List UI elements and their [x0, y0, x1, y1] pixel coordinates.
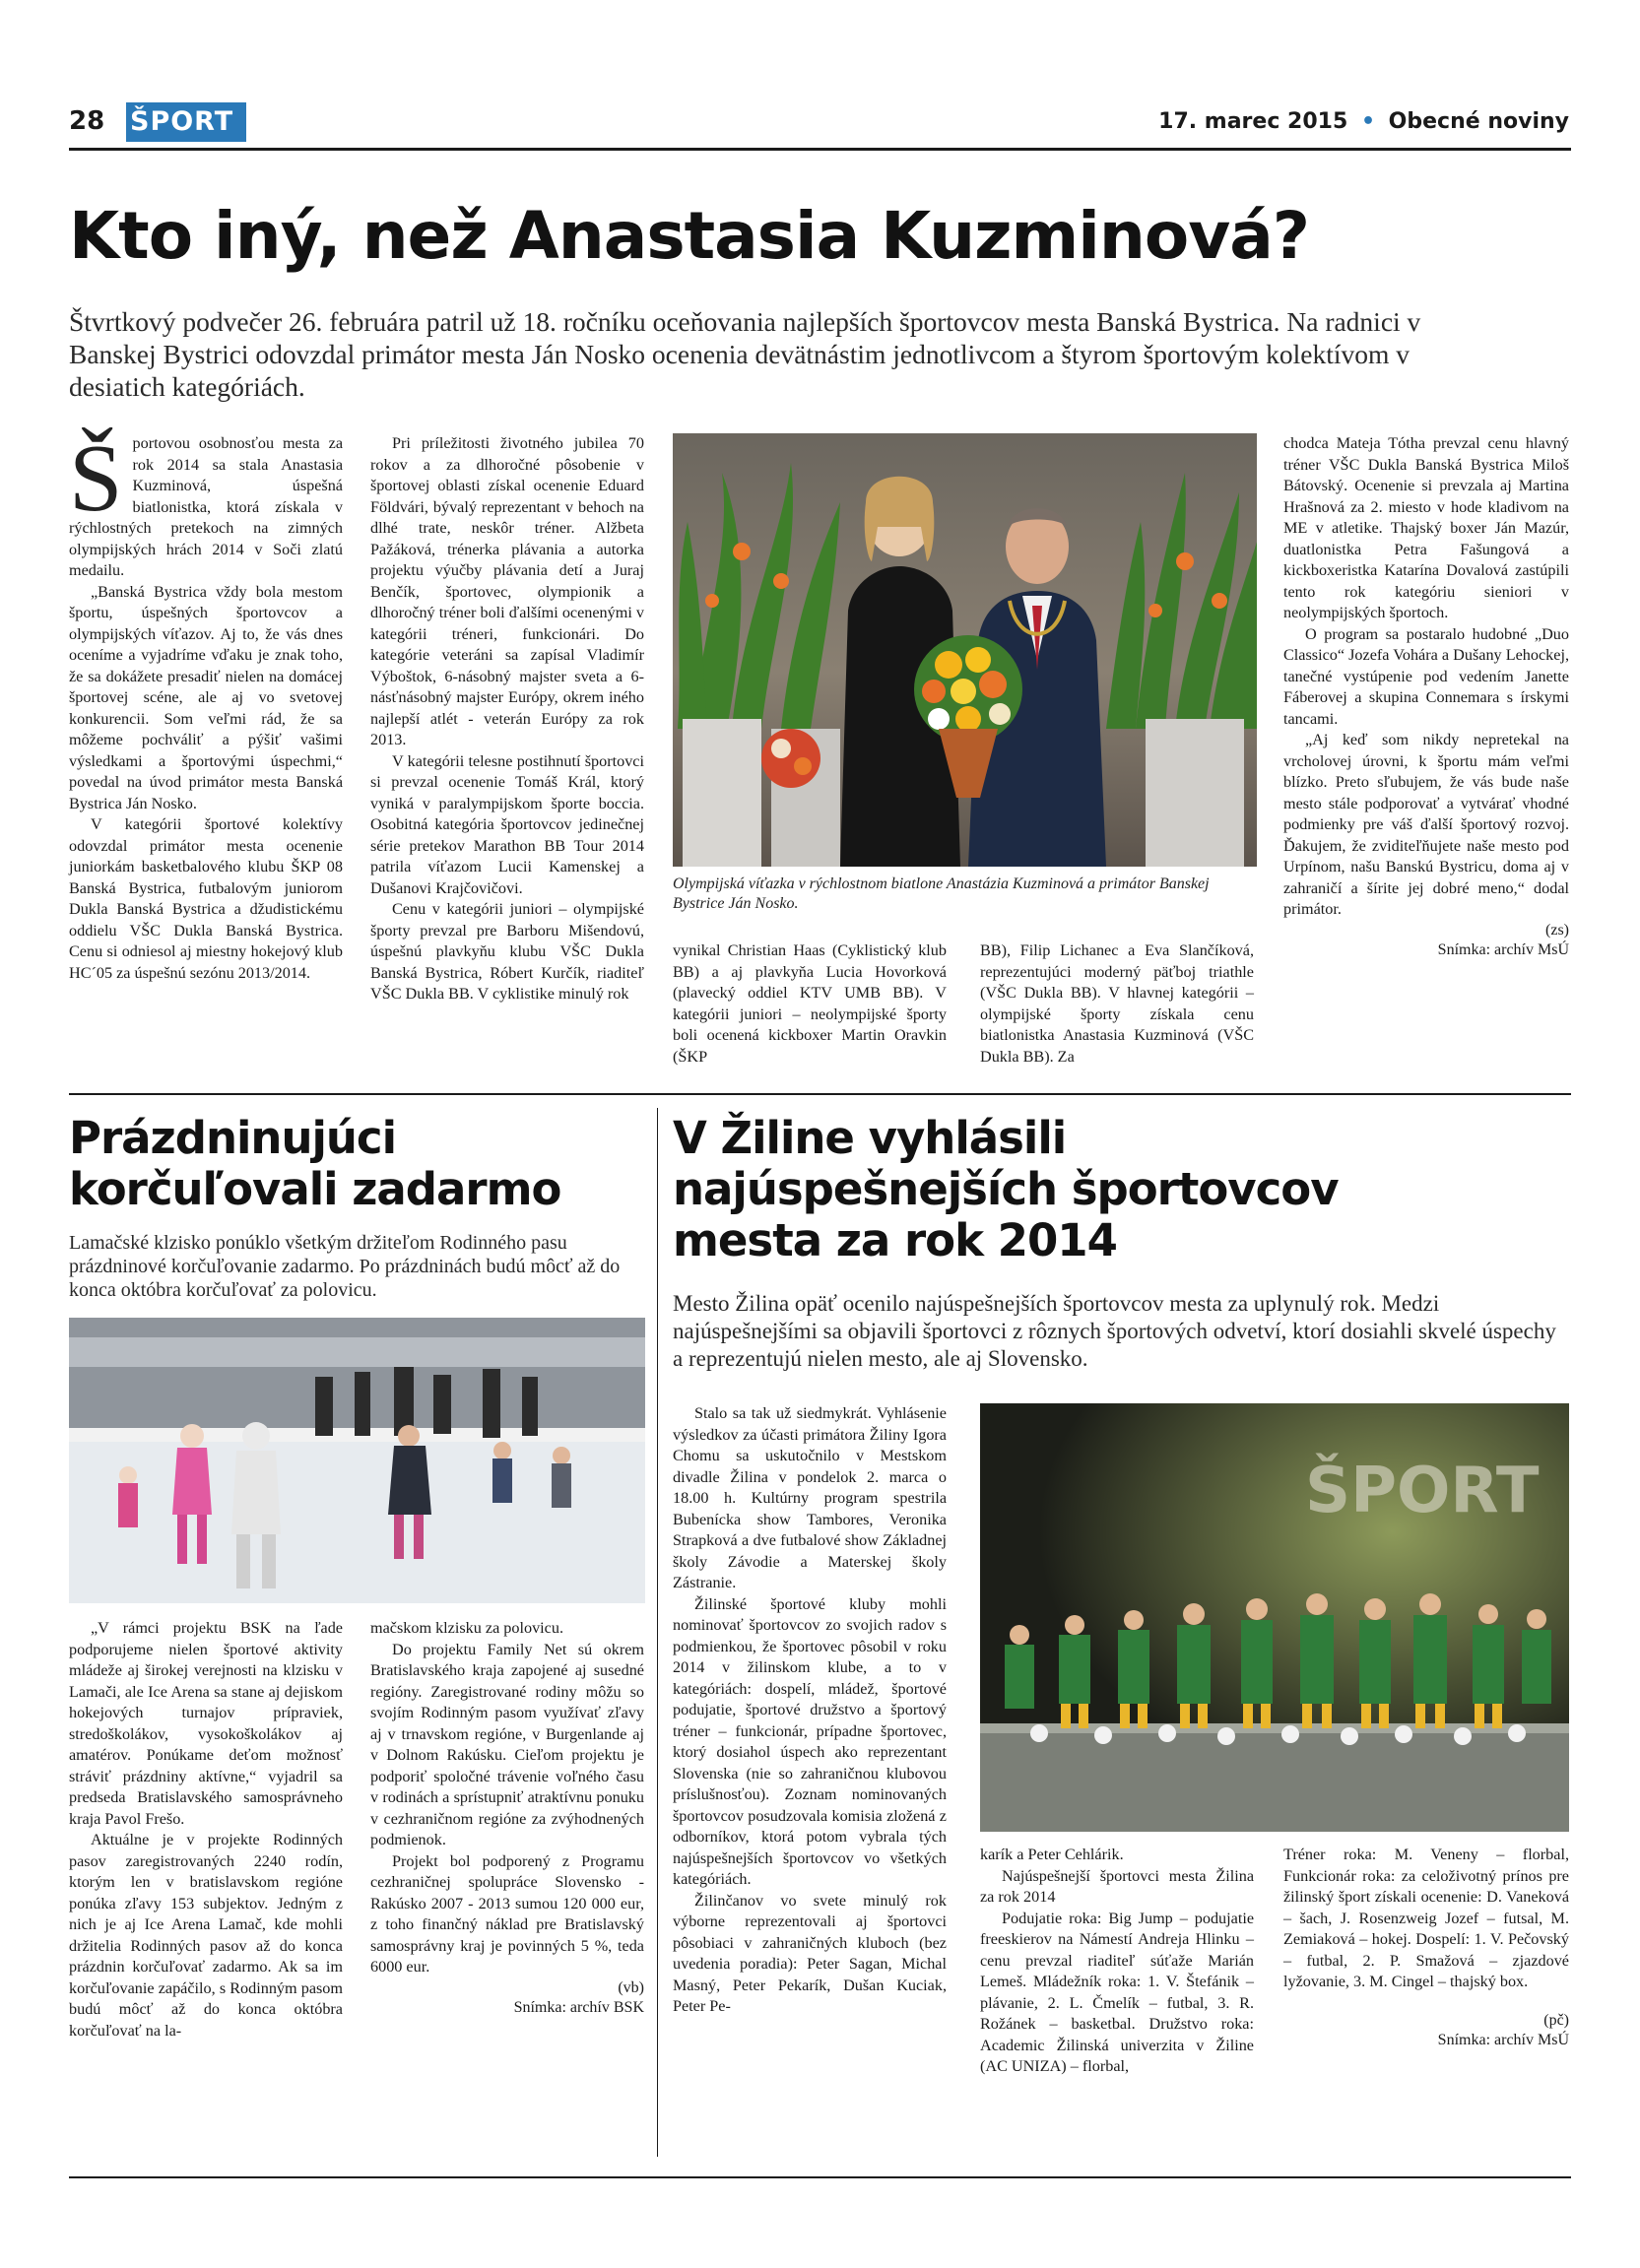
article2-column-2 — [370, 1618, 644, 2018]
article1-column-4 — [980, 940, 1254, 1068]
article1-photo-credit: Snímka: archív MsÚ — [1437, 940, 1569, 958]
article1-col2-p3: Cenu v kategórii juniori – olympijské športy prevzal pre Barboru Mišendovú, úspešnú plavkyňu klubu VŠC Dukla Banská Bystrica, Róbert Kurčík, riaditeľ VŠC Dukla BB. V cyklistike minulý rok — [370, 900, 644, 1003]
article3-col2-p2: Najúspešnejší športovci mesta Žilina za rok 2014 — [980, 1866, 1254, 1906]
article2-col2-p1: mačskom klzisku za polovicu. — [370, 1619, 564, 1637]
article3-lead: Mesto Žilina opäť ocenilo najúspešnejších športovcov mesta za uplynulý rok. Medzi najúspešnejšími sa objavili športovci z rôznych športových odvetví, ktorí dosiahli skvelé úspechy a reprezentujú nielen mesto, ale aj Slovensko. — [673, 1291, 1556, 1371]
article3-photo-credit: Snímka: archív MsÚ — [1437, 2031, 1569, 2048]
header-dateline — [1158, 109, 1569, 135]
article1-dropcap: Š — [69, 425, 123, 532]
article1-col3-p1: vynikal Christian Haas (Cyklistický klub BB) a aj plavkyňa Lucia Hovorková (plavecký oddiel KTV UMB BB). V kategórii juniori – neolympijské športy boli ocenená kickboxer Martin Oravkin (ŠKP — [673, 941, 947, 1066]
publication-name: Obecné noviny — [1388, 109, 1569, 134]
article1-col1-p2: „Banská Bystrica vždy bola mestom športu, úspešných športovcov a olympijských víťazov. Aj to, že vás dnes oceníme a vyjadríme vďaku je znak toho, že sa dokážete presadiť nielen na domácej športovej scéne, ale aj vo svetovej konkurencii. Som veľmi rád, že sa môžeme pochváliť a pýšiť vašimi výsledkami a športovými úspechmi,“ povedal na úvod primátor mesta Banská Bystrica Ján Nosko. — [69, 582, 343, 812]
article2-col1-p2: Aktuálne je v projekte Rodinných pasov zaregistrovaných 2240 rodín, ktorým len v bratislavskom regióne ponúka zľavy 153 subjektov. Jedným z nich je aj Ice Arena Lamač, kde mohli držitelia Rodinných pasov až do konca prázdnin korčuľovať zadarmo. Ak sa im korčuľovanie zapáčilo, s Rodinným pasom budú môcť až do konca októbra korčuľovať na la- — [69, 1831, 343, 2040]
stage-backdrop-text: ŠPORT — [1305, 1455, 1540, 1527]
article3-photo — [980, 1403, 1569, 1832]
article3-column-3 — [1283, 1845, 1569, 2050]
article3-col2-p3: Podujatie roka: Big Jump – podujatie freeskierov na Námestí Andreja Hlinku – cenu prevzal riaditeľ súťaže Marián Lemeš. Mládežník roka: 1. V. Štefánik – plávanie, 2. L. Čmelík – futbal, 3. R. Rožánek – basketbal. Družstvo roka: Academic Žilinská univerzita v Žiline (AC UNIZA) – florbal, — [980, 1909, 1254, 2075]
header-rule — [69, 148, 1571, 151]
article1-author: (zs) — [1545, 921, 1569, 939]
article3-col1-p1: Stalo sa tak už siedmykrát. Vyhlásenie výsledkov za účasti primátora Žiliny Igora Chomu sa uskutočnilo v Mestskom divadle Žilina v pondelok 2. marca o 18.00 h. Kultúrny program spestrila Bubenícka show Tambores, Veronika Strapková a dve futbalové show Základnej školy Závodie a Materskej školy Zástranie. — [673, 1404, 947, 1591]
article1-headline: Kto iný, než Anastasia Kuzminová? — [69, 198, 1310, 274]
issue-date: 17. marec 2015 — [1158, 109, 1348, 134]
article2-headline-line1: Prázdninujúci — [69, 1112, 397, 1164]
article3-column-2 — [980, 1845, 1254, 2078]
column-divider — [657, 1108, 658, 2157]
article3-headline — [673, 1113, 1339, 1266]
article1-col2-p1: Pri príležitosti životného jubilea 70 rokov a za dlhoročné pôsobenie v športovej oblasti získal ocenenie Eduard Földvári, bývalý reprezentant v behoch na dlhé trate, neskôr tréner. Alžbeta Pažáková, trénerka plávania a autorka projektu výučby plávania detí a Juraj Benčík, športovec, olympionik a dlhoročný tréner boli ďalšími ocenenými v kategórii tréneri, funkcionári. Do kategórie veteráni sa zapísal Vladimír Výboštok, 6-násobný majster sveta a 6-násťnásobný majster Európy, okrem iného najlepší atlét - veterán Európy za rok 2013. — [370, 434, 644, 748]
article1-column-3 — [673, 940, 947, 1068]
article1-col1-first: portovou osobnosťou mesta za rok 2014 sa stala Anastasia Kuzminová, úspešná biatlonistka, ktorá získala v rýchlostných pretekoch na zimných olympijských hrách 2014 v Soči zlatú medailu. — [69, 434, 343, 579]
article2-photo-credit: Snímka: archív BSK — [513, 1998, 644, 2016]
article1-photo — [673, 433, 1257, 867]
article1-col5-p2: O program sa postaralo hudobné „Duo Classico“ Jozefa Vohára a Dušany Lehockej, tanečné vystúpenie pod vedením Janette Fáberovej a skupina Connemara s írskymi tancami. — [1283, 624, 1569, 728]
article2-col1-p1: „V rámci projektu BSK na ľade podporujeme nielen športové aktivity mládeže aj širokej verejnosti na klzisku v Lamači, ale Ice Arena sa stane aj dejiskom hokejových turnajov prípraviek, stredoškolákov, vysokoškolákov aj amatérov. Ponúkame deťom možnosť stráviť prázdniny aktívne,“ vyjadril sa predseda Bratislavského samosprávneho kraja Pavol Frešo. — [69, 1619, 343, 1828]
section-label: ŠPORT — [130, 106, 234, 137]
article1-photo-caption: Olympijská víťazka v rýchlostnom biatlone Anastázia Kuzminová a primátor Banskej Bystrice Ján Nosko. — [673, 875, 1210, 912]
article1-col5-p1: chodca Mateja Tótha prevzal cenu hlavný tréner VŠC Dukla Banská Bystrica Miloš Bátovský. Ocenenie si prevzala aj Martina Hrašnová za 2. miesto v hode kladivom na ME v atletike. Thajský boxer Ján Mazúr, duatlonistka Petra Fašungová a kickboxeristka Katarína Dovalová zastúpili tento rok kategóriu sieniori v neolympijských športoch. — [1283, 434, 1569, 621]
article1-column-2 — [370, 433, 644, 1005]
article2-lead: Lamačské klzisko ponúklo všetkým držiteľom Rodinného pasu prázdninové korčuľovanie zadarmo. Po prázdninách budú môcť až do konca októbra korčuľovať za polovicu. — [69, 1232, 621, 1301]
footer-rule — [69, 2176, 1571, 2178]
page-number: 28 — [69, 106, 105, 136]
article3-col3-p1: Tréner roka: M. Veneny – florbal, Funkcionár roka: za celoživotný prínos pre žilinský šport získali ocenenie: D. Vaneková – šach, J. Rosenzweig Jozef – futsal, M. Zemiaková – hokej. Dospelí: 1. V. Pečovský – futbal, 2. P. Smažová – zjazdové lyžovanie, 3. M. Cingel – thajský box. — [1283, 1846, 1569, 1990]
article3-col1-p2: Žilinské športové kluby mohli nominovať športovcov zo svojich radov s podmienkou, že športovec pôsobil v roku 2014 v žilinskom klube, a to v kategóriách: dospelí, mládež, športové podujatie, športové družstvo a športový tréner – funkcionár, prípadne športovec, ktorý dosiahol úspech ako reprezentant Slovenska (nie so zahraničnou klubovou príslušnosťou). Zoznam nominovaných športovcov posudzovala komisia zložená z odborníkov, ktorá potom vybrala tých najúspešnejších športovcov vo všetkých kategóriách. — [673, 1594, 947, 1888]
article3-headline-line1: V Žiline vyhlásili — [673, 1112, 1067, 1164]
article2-column-1 — [69, 1618, 343, 2041]
article3-headline-line2: najúspešnejších športovcov — [673, 1163, 1339, 1215]
article3-column-1 — [673, 1403, 947, 2018]
article2-col2-p2: Do projektu Family Net sú okrem Bratislavského kraja zapojené aj susedné regióny. Zaregistrované rodiny môžu so svojím Rodinným pasom využívať zľavy aj v trnavskom regióne, v Burgenlande aj v Dolnom Rakúsku. Cieľom projektu je podporiť spoločné trávenie voľného času v rodinách a sprístupniť atraktívnu ponuku v cezhraničnom regióne za zvýhodnených podmienok. — [370, 1640, 644, 1848]
article3-headline-line3: mesta za rok 2014 — [673, 1214, 1117, 1266]
article1-column-1 — [69, 425, 343, 984]
article2-author: (vb) — [618, 1978, 644, 1996]
ceremony-photo-illustration — [980, 1403, 1569, 1832]
header-separator: • — [1360, 109, 1375, 134]
article3-author: (pč) — [1543, 2011, 1569, 2029]
article2-col2-p3: Projekt bol podporený z Programu cezhraničnej spolupráce Slovensko - Rakúsko 2007 - 2013 sumou 120 000 eur, z toho finančný náklad pre Bratislavský samosprávny kraj je povinných 5 %, teda 6000 eur. — [370, 1851, 644, 1976]
article1-col5-p3: „Aj keď som nikdy nepretekal na vrcholovej úrovni, k športu mám veľmi blízko. Preto sľubujem, že vás bude naše mesto stále podporovať a vytvárať vhodné podmienky pre váš ďalší športový rozvoj. Ďakujem, že zviditeľňujete naše mesto pod Urpínom, našu Banskú Bystricu, doma aj v zahraničí a šírite jej dobré meno,“ dodal primátor. — [1283, 731, 1569, 918]
skating-photo-illustration — [69, 1318, 645, 1603]
article3-col2-p1: karík a Peter Cehlárik. — [980, 1846, 1124, 1863]
section-divider — [69, 1093, 1571, 1095]
article1-col1-p3: V kategórii športové kolektívy odovzdal primátor mesta ocenenie juniorkám basketbalového klubu ŠKP 08 Banská Bystrica, futbalovým juniorom Dukla Banská Bystrica a džudistickému oddielu VŠC Dukla Banská Bystrica. Cenu si odniesol aj miestny hokejový klub HC´05 za úspešnú sezónu 2013/2014. — [69, 815, 343, 982]
section-tab — [126, 102, 246, 142]
award-photo-illustration — [673, 433, 1257, 867]
article3-col1-p3: Žilinčanov vo svete minulý rok výborne reprezentovali aj športovci pôsobiaci v zahraničných kluboch (bez uvedenia poradia): Peter Sagan, Michal Masný, Peter Pekarík, Dušan Kuciak, Peter Pe- — [673, 1891, 947, 2015]
article1-column-5 — [1283, 433, 1569, 960]
article2-photo — [69, 1318, 645, 1603]
article1-col2-p2: V kategórii telesne postihnutí športovci si prevzal ocenenie Tomáš Král, ktorý vyniká v paralympijskom športe boccia. Osobitná kategória športovcov jedinečnej série pretekov Marathon BB Tour 2014 patrila víťazom Lucii Kamenskej a Dušanovi Krajčovičovi. — [370, 751, 644, 897]
article1-col4-p1: BB), Filip Lichanec a Eva Slančíková, reprezentujúci moderný päťboj triathle (VŠC Dukla BB). V hlavnej kategórii – olympijské športy získala cenu biatlonistka Anastasia Kuzminová (VŠC Dukla BB). Za — [980, 941, 1254, 1066]
article1-lead: Štvrtkový podvečer 26. februára patril už 18. ročníku oceňovania najlepších športovcov mesta Banská Bystrica. Na radnici v Banskej Bystrici odovzdal primátor mesta Ján Nosko ocenenia devätnástim jednotlivcom a štyrom športovým kolektívom v desiatich kategóriách. — [69, 306, 1421, 402]
article2-headline-line2: korčuľovali zadarmo — [69, 1163, 561, 1215]
article2-headline — [69, 1113, 560, 1215]
